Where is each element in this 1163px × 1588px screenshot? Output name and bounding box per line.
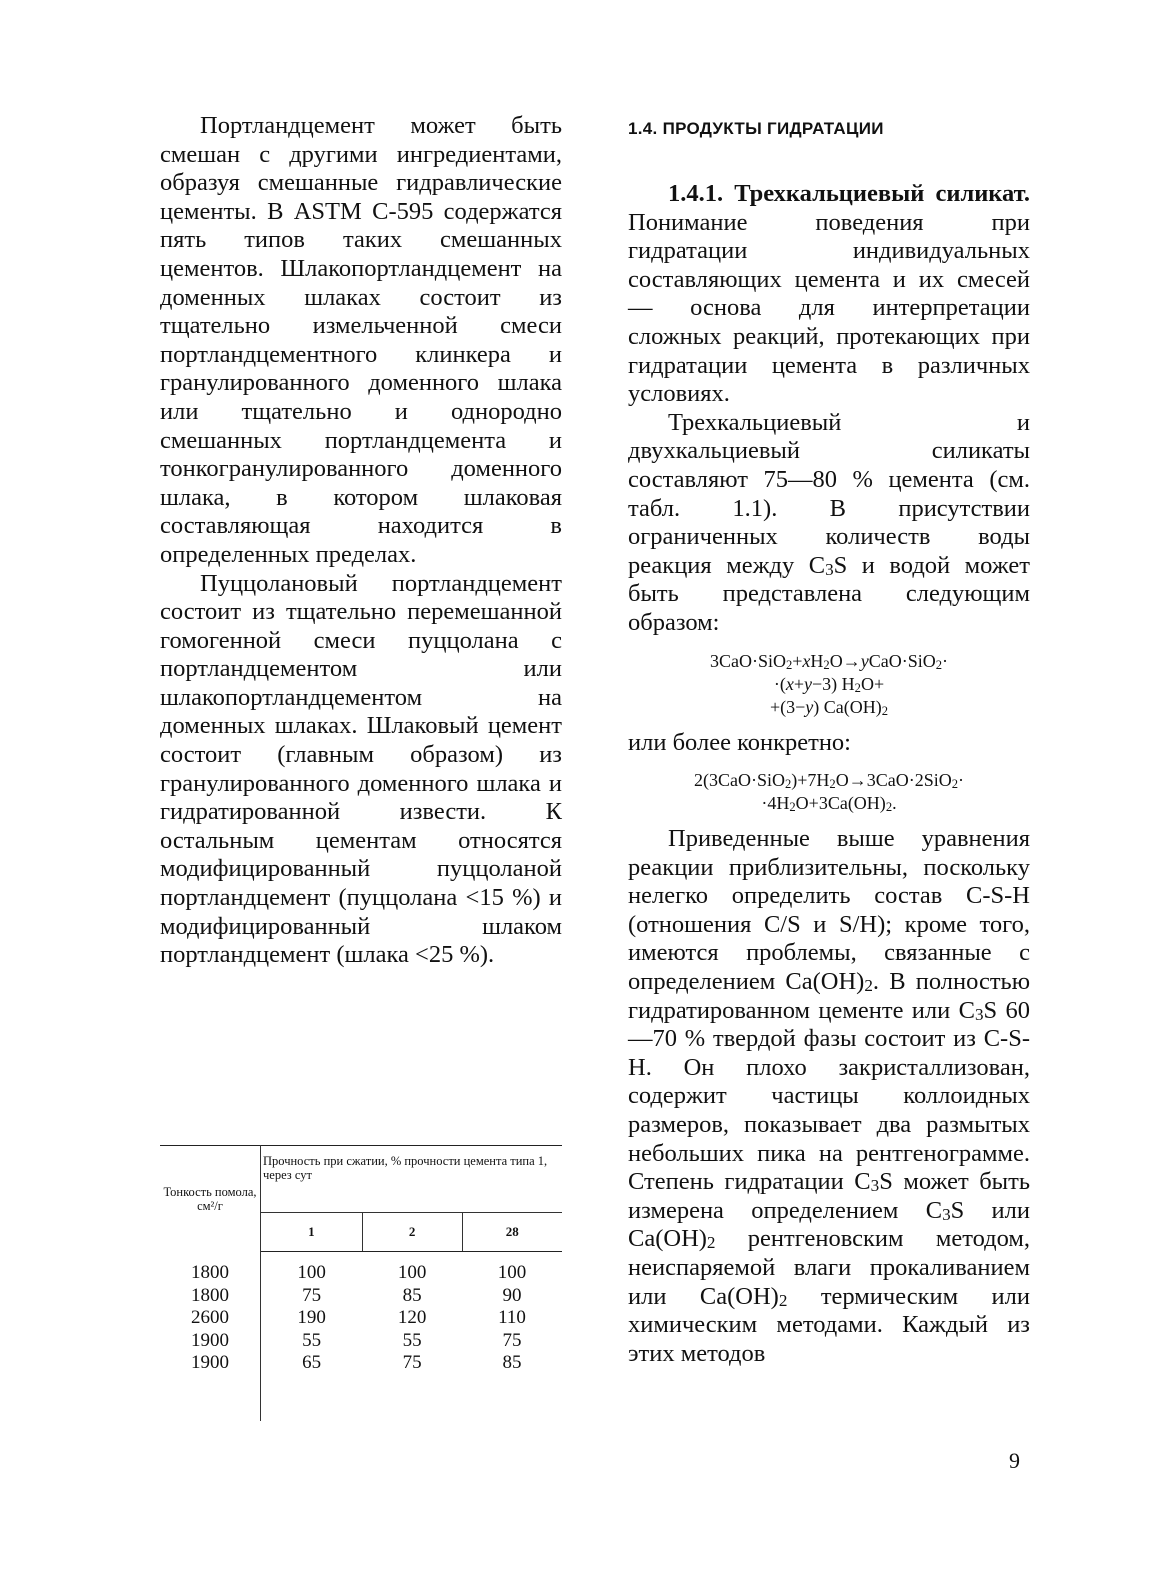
paragraph-text: рентгеновским методом, неиспаряемой влаги прокаливанием или Ca(OH) — [628, 1225, 1030, 1310]
table-cell: 100 — [261, 1252, 363, 1285]
table-cell: 55 — [402, 1329, 422, 1351]
section-heading: 1.4. ПРОДУКТЫ ГИДРАТАЦИИ — [628, 119, 884, 138]
subscript: 2 — [778, 1290, 788, 1310]
paragraph-text: Приведенные выше уравнения реакции приблизительны, поскольку нелегко определить состав C-S-H (отношения C/S и S/H); кроме того, имеются проблемы, связанные с определением Ca(OH) — [628, 825, 1030, 996]
table-cell: 85 — [502, 1352, 522, 1373]
table-row — [160, 1307, 562, 1330]
paragraph-text: Понимание поведения при гидратации индивидуальных составляющих цемента и их смесей — основа для интерпретации сложных реакций, протекающих при гидратации цемента в различных условиях. — [628, 208, 1030, 408]
paragraph-silicates — [628, 409, 1030, 638]
page-number: 9 — [1009, 1448, 1020, 1473]
paragraph-text: S или Ca(OH) — [628, 1196, 1031, 1253]
paragraph-text: . В полностью гидратированном цементе или C — [628, 968, 1031, 1024]
table-cell: 1900 — [160, 1352, 261, 1375]
left-column — [160, 112, 562, 970]
subscript: 2 — [864, 976, 873, 996]
table-spacer — [160, 1375, 562, 1421]
table-cell: 1800 — [160, 1252, 261, 1285]
table-cell: 190 — [261, 1307, 363, 1330]
table-cell: 75 — [502, 1329, 522, 1351]
table-cell: 1900 — [160, 1330, 261, 1353]
subscript: 3 — [870, 1176, 880, 1196]
paragraph-text: S и водой может быть представлена следующим образом: — [628, 551, 1030, 636]
fineness-strength-table — [160, 1145, 562, 1421]
table-cell: 120 — [397, 1307, 427, 1328]
table-cell: 1800 — [160, 1285, 261, 1308]
table-cell: 85 — [402, 1284, 422, 1306]
right-column — [628, 112, 1030, 1368]
table-cell: 90 — [502, 1284, 522, 1306]
table-header-fineness: Тонкость помола, см²/г — [160, 1146, 261, 1252]
paragraph-text: S может быть измерена определением C — [628, 1168, 1031, 1224]
subscript: 2 — [706, 1233, 716, 1253]
paragraph-pozzolan-cement: Пуццолановый портландцемент состоит из тщательно перемешанной гомогенной смеси пуццолана с портландцементом или шлакопортландцементом на доменных шлаках. Шлаковый цемент состоит (главным образом) из гранулированного доменного шлака и гидратированной извести. К остальным цементам относятся модифицированный пуццоланой портландцемент (пуццолана <15 %) и модифицированный шлаком портландцемент (шлака <25 %). — [160, 569, 562, 969]
table-cell: 110 — [498, 1307, 526, 1328]
table-subheader-day: 2 — [362, 1213, 462, 1252]
table-subheader-day: 1 — [261, 1213, 363, 1252]
table-cell: 75 — [261, 1285, 363, 1308]
table-subheader-day: 28 — [462, 1213, 562, 1252]
paragraph-csh — [628, 825, 1030, 1368]
subscript: 3 — [942, 1204, 951, 1224]
table-cell: 55 — [261, 1330, 363, 1353]
paragraph-text: S 60—70 % твердой фазы состоит из C-S-H. Он плохо закристаллизован, содержит частицы коллоидных размеров, показывает два размытых небольших пика на рентгенограмме. Степень гидратации C — [628, 996, 1030, 1196]
equation-specific: $2(3CaO\cdot SiO_2)+7H_2O\to 3CaO\cdot 2SiO_2\cdot$ $\cdot 4H_2O+3Ca(OH)_2$. — [693, 770, 965, 815]
paragraph-blended-cements: Портландцемент может быть смешан с другими ингредиентами, образуя смешанные гидравлические цементы. В ASTM С-595 содержатся пять типов таких смешанных цементов. Шлакопортландцемент на доменных шлаках состоит из тщательно измельченной смеси портландцементного клинкера и гранулированного доменного шлака или тщательно и однородно смешанных портландцемента и тонкогранулированного доменного шлака, в котором шлаковая составляющая находится в определенных пределах. — [160, 112, 562, 568]
table-row — [160, 1252, 562, 1285]
table-cell: 65 — [261, 1352, 363, 1375]
table-cell: 100 — [497, 1262, 527, 1283]
equation-general: $3CaO\cdot SiO_2+xH_2O\to yCaO\cdot SiO_2\cdot$ ·(x+y−3) $H_2O+$ +(3−y) $Ca(OH)_2$ — [709, 650, 949, 718]
table-cell: 100 — [397, 1262, 427, 1283]
table-cell: 2600 — [160, 1307, 261, 1330]
subscript: 3 — [974, 1004, 984, 1024]
subscript: 3 — [825, 559, 834, 579]
paragraph-c3s-intro — [628, 180, 1030, 409]
table-header-strength: Прочность при сжатии, % прочности цемента типа 1, через сут — [261, 1146, 563, 1213]
equation-connector: или более конкретно: — [628, 728, 851, 756]
paragraph-text: Трехкальциевый и двухкальциевый силикаты составляют 75—80 % цемента (см. табл. 1.1). В присутствии ограниченных количеств воды реакция между C — [628, 408, 1030, 579]
paragraph-text: термическим или химическим методами. Каждый из этих методов — [628, 1282, 1030, 1367]
table-row — [160, 1285, 562, 1308]
table-row — [160, 1352, 562, 1375]
table-cell: 75 — [402, 1352, 422, 1373]
subsection-heading: 1.4.1. Трехкальциевый силикат. — [668, 180, 1030, 207]
table-row — [160, 1330, 562, 1353]
